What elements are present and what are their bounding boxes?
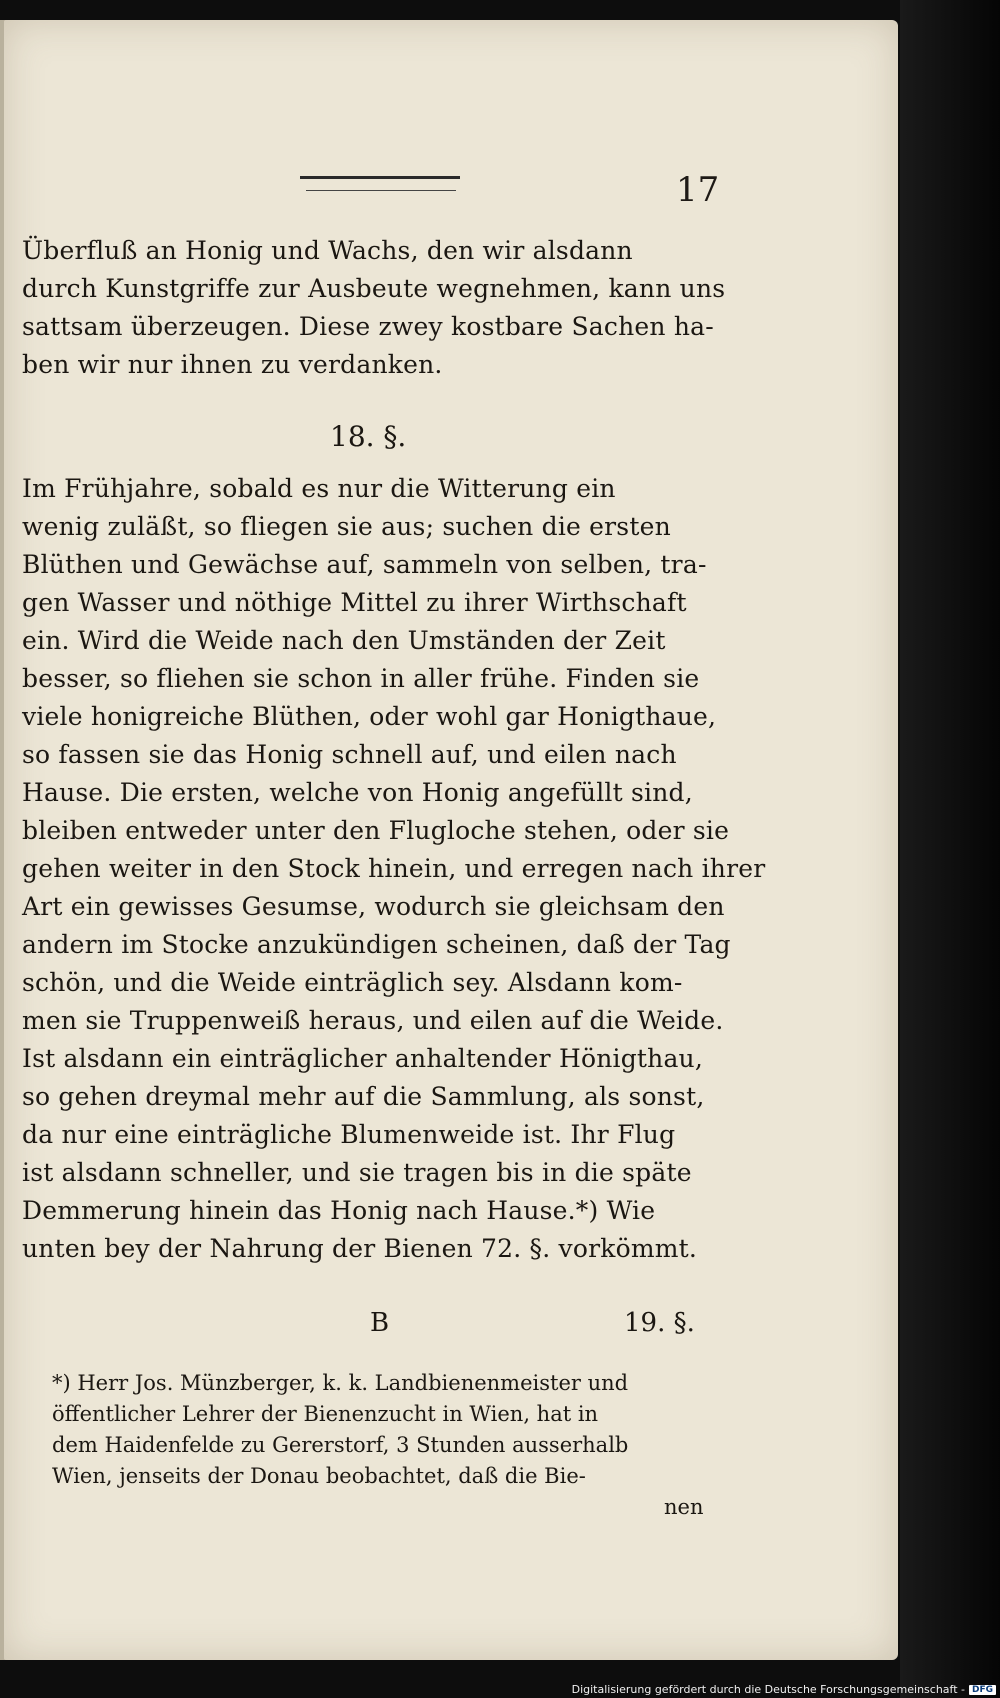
text-line: Überfluß an Honig und Wachs, den wir alsdann <box>22 236 633 265</box>
text-line: ben wir nur ihnen zu verdanken. <box>22 350 443 379</box>
text-line: ein. Wird die Weide nach den Umständen der Zeit <box>22 626 666 655</box>
text-line: Demmerung hinein das Honig nach Hause.*) Wie <box>22 1196 656 1225</box>
dfg-logo: DFG <box>969 1685 996 1695</box>
text-line: schön, und die Weide einträglich sey. Alsdann kom- <box>22 968 683 997</box>
paragraph-top <box>22 232 732 384</box>
text-line: Blüthen und Gewächse auf, sammeln von selben, tra- <box>22 550 707 579</box>
text-line: so gehen dreymal mehr auf die Sammlung, als sonst, <box>22 1082 705 1111</box>
text-line: wenig zuläßt, so fliegen sie aus; suchen die ersten <box>22 512 671 541</box>
text-line: da nur eine einträgliche Blumenweide ist. Ihr Flug <box>22 1120 676 1149</box>
text-line: gehen weiter in den Stock hinein, und erregen nach ihrer <box>22 854 766 883</box>
credit-text: Digitalisierung gefördert durch die Deutsche Forschungsgemeinschaft - <box>571 1683 965 1696</box>
footnote-line: öffentlicher Lehrer der Bienenzucht in Wien, hat in <box>52 1402 599 1426</box>
footnote-line: dem Haidenfelde zu Gererstorf, 3 Stunden ausserhalb <box>52 1433 629 1457</box>
header-rule <box>300 176 460 179</box>
text-line: bleiben entweder unter den Flugloche stehen, oder sie <box>22 816 730 845</box>
text-line: Hause. Die ersten, welche von Honig angefüllt sind, <box>22 778 693 807</box>
text-line: ist alsdann schneller, und sie tragen bis in die späte <box>22 1158 692 1187</box>
text-line: viele honigreiche Blüthen, oder wohl gar Honigthaue, <box>22 702 717 731</box>
page-number: 17 <box>676 170 720 210</box>
section-heading: 18. §. <box>330 420 407 453</box>
catchword: 19. §. <box>624 1308 695 1338</box>
text-line: Ist alsdann ein einträglicher anhaltender Hönigthau, <box>22 1044 704 1073</box>
text-line: unten bey der Nahrung der Bienen 72. §. vorkömmt. <box>22 1234 698 1263</box>
text-line: sattsam überzeugen. Diese zwey kostbare Sachen ha- <box>22 312 714 341</box>
footnote <box>52 1368 732 1523</box>
text-line: besser, so fliehen sie schon in aller frühe. Finden sie <box>22 664 700 693</box>
scanner-border <box>900 0 1000 1698</box>
footnote-line: *) Herr Jos. Münzberger, k. k. Landbienenmeister und <box>52 1371 629 1395</box>
text-line: Art ein gewisses Gesumse, wodurch sie gleichsam den <box>22 892 725 921</box>
text-line: andern im Stocke anzukündigen scheinen, daß der Tag <box>22 930 731 959</box>
text-line: so fassen sie das Honig schnell auf, und eilen nach <box>22 740 677 769</box>
text-line: durch Kunstgriffe zur Ausbeute wegnehmen, kann uns <box>22 274 726 303</box>
footnote-line: Wien, jenseits der Donau beobachtet, daß die Bie- <box>52 1464 586 1488</box>
signature-mark: B <box>370 1308 390 1338</box>
text-line: men sie Truppenweiß heraus, und eilen auf die Weide. <box>22 1006 724 1035</box>
header-rule-thin <box>306 190 456 191</box>
text-line: Im Frühjahre, sobald es nur die Witterung ein <box>22 474 616 503</box>
digitization-credit <box>572 1683 996 1696</box>
text-line: gen Wasser und nöthige Mittel zu ihrer Wirthschaft <box>22 588 687 617</box>
footnote-catchword: nen <box>664 1495 704 1519</box>
paragraph-main <box>22 470 766 1268</box>
